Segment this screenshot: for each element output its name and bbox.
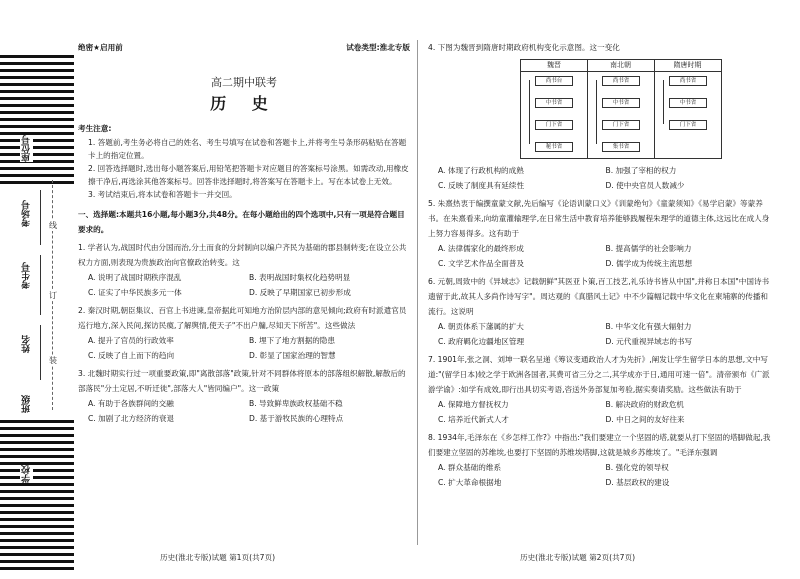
section-heading: 一、选择题:本题共16小题,每小题3分,共48分。在每小题给出的四个选项中,只有一项是符合题目要求的。	[78, 210, 405, 234]
cut-mark: 线	[49, 221, 57, 230]
exam-title: 高二期中联考	[211, 76, 277, 89]
diagram-bracket	[663, 80, 664, 124]
diagram-bracket	[596, 80, 597, 144]
options	[428, 397, 773, 427]
option-c[interactable]: C. 文学艺术作品全面普及	[438, 259, 525, 268]
options	[428, 241, 773, 271]
class-label: 班级	[22, 395, 32, 413]
option-c[interactable]: C. 扩大革命根据地	[438, 478, 502, 487]
option-b[interactable]: B. 导致鲜卑族政权基础不稳	[249, 399, 343, 408]
notice-item: 1. 答题前,考生务必将自己的姓名、考生号填写在试卷和答题卡上,并将考生号条形码粘贴在答题卡上的指定位置。	[88, 138, 407, 160]
option-d[interactable]: D. 使中央官员人数减少	[605, 181, 685, 190]
diagram-box: 中书省	[535, 98, 573, 108]
diagram-separator	[654, 60, 655, 158]
diagram-box: 中书省	[669, 98, 707, 108]
option-c[interactable]: C. 加剧了北方经济的衰退	[88, 414, 175, 423]
confidential-mark: 绝密★启用前	[78, 43, 123, 52]
right-column	[428, 40, 773, 490]
question-8	[428, 430, 773, 490]
fill-line[interactable]	[40, 325, 41, 380]
page-footer-right: 历史(淮北专版)试题 第2页(共7页)	[520, 553, 636, 562]
diagram-col-header: 隋唐时期	[654, 60, 721, 72]
question-stem: 1. 学者认为,战国时代由分国而治,分土而食的分封制向以编户齐民为基础的郡县制转变;在设立公共权力方面,则表现为贵族政治向官僚政治转变。这	[78, 243, 407, 267]
options	[428, 319, 773, 349]
option-d[interactable]: D. 儒学成为传统主流思想	[605, 259, 693, 268]
option-d[interactable]: D. 中日之间的友好往来	[605, 415, 685, 424]
option-a[interactable]: A. 体现了行政机构的成熟	[438, 166, 524, 175]
option-a[interactable]: A. 保障地方督抚权力	[438, 400, 509, 409]
question-3	[78, 366, 410, 426]
notice-item: 3. 考试结束后,将本试卷和答题卡一并交回。	[88, 190, 237, 199]
diagram-bracket	[529, 80, 530, 144]
question-5	[428, 196, 773, 271]
cut-mark: 装	[49, 356, 57, 365]
option-a[interactable]: A. 提升了官员的行政效率	[88, 336, 174, 345]
subject-title: 历 史	[210, 94, 278, 113]
option-c[interactable]: C. 反映了自上而下的趋向	[88, 351, 175, 360]
column-divider	[417, 40, 418, 545]
question-stem: 4. 下图为魏晋到隋唐时期政府机构变化示意图。这一变化	[428, 43, 620, 52]
diagram-box: 中书省	[602, 98, 640, 108]
notice-item: 2. 回答选择题时,选出每小题答案后,用铅笔把答题卡对应题目的答案标号涂黑。如需改动,用橡皮擦干净后,再选涂其他答案标号。回答非选择题时,将答案写在答题卡上。写在本试卷上无效。	[88, 164, 409, 186]
school-label: 学校	[22, 465, 32, 483]
paper-type: 试卷类型:淮北专版	[346, 43, 410, 52]
question-4	[428, 40, 773, 193]
diagram-box: 集书省	[602, 142, 640, 152]
option-c[interactable]: C. 证实了中华民族多元一体	[88, 288, 182, 297]
options	[78, 396, 410, 426]
options	[428, 163, 773, 193]
name-label: 姓名	[22, 335, 32, 353]
option-a[interactable]: A. 说明了战国时期秩序混乱	[88, 273, 182, 282]
cut-mark: 订	[49, 291, 57, 300]
barcode-strip-bottom	[0, 420, 74, 570]
question-2	[78, 303, 410, 363]
option-d[interactable]: D. 基层政权的建设	[605, 478, 670, 487]
question-1	[78, 240, 410, 300]
binding-margin	[0, 0, 75, 579]
diagram-box: 门下省	[669, 120, 707, 130]
page-footer-left: 历史(淮北专版)试题 第1页(共7页)	[160, 553, 276, 562]
question-stem: 8. 1934年,毛泽东在《乡怎样工作?》中指出:"我们要建立一个坚固的塔,就要从打下坚固的塔脚做起,我们要建立坚固的苏维埃,也要打下坚固的苏维埃塔脚,这就是城乡苏维埃了。"毛泽东强调	[428, 433, 771, 457]
exam-room-label: 考场号	[22, 200, 32, 227]
diagram-col-header: 魏晋	[521, 60, 587, 72]
option-d[interactable]: D. 反映了早期国家已初步形成	[249, 288, 351, 297]
options	[78, 270, 410, 300]
diagram-box: 秘书省	[535, 142, 573, 152]
option-d[interactable]: D. 元代重视异域志的书写	[605, 337, 693, 346]
diagram-box: 门下省	[602, 120, 640, 130]
options	[78, 333, 410, 363]
option-a[interactable]: A. 朝贡体系下藩属的扩大	[438, 322, 524, 331]
left-column	[78, 40, 410, 426]
option-b[interactable]: B. 解决政府的财政危机	[605, 400, 684, 409]
diagram-col-header: 南北朝	[587, 60, 654, 72]
option-c[interactable]: C. 反映了制度具有延续性	[438, 181, 525, 190]
option-b[interactable]: B. 中华文化有强大辐射力	[605, 322, 692, 331]
question-stem: 2. 秦汉时期,朝臣集议、百官上书进谏,皇帝据此可知地方治阶层内部的意见倾向;政府有时派遣官员巡行地方,深入民间,探访民瘼,了解舆情,使天子"不出户牖,尽知天下所苦"。这些做法	[78, 306, 407, 330]
question-stem: 5. 朱熹热衷于编撰童蒙文献,先后编写《论语训蒙口义》《训蒙绝句》《童蒙须知》《易学启蒙》等蒙养书。在朱熹看来,向幼童灌输理学,在日常生活中教育培养能够践履程朱理学的道德主体,这远比在成人身上努力容易得多。这有助于	[428, 199, 770, 238]
fill-line[interactable]	[40, 255, 41, 315]
option-c[interactable]: C. 培养近代新式人才	[438, 415, 509, 424]
option-a[interactable]: A. 群众基础的维系	[438, 463, 502, 472]
option-c[interactable]: C. 政府羁化边疆地区管理	[438, 337, 525, 346]
seat-number-label: 座位号	[22, 135, 32, 162]
diagram-box: 尚书省	[669, 76, 707, 86]
option-b[interactable]: B. 加强了宰相的权力	[605, 166, 677, 175]
question-7	[428, 352, 773, 427]
option-a[interactable]: A. 有助于各族群间的交融	[88, 399, 174, 408]
question-stem: 7. 1901年,张之洞、刘坤一联名呈递《筹议变通政治人才为先折》,阐发让学生留学日本的思想,文中写道:"(留学日本)较之学于欧洲各国者,其费可省三分之二,其学成亦于日,通用可速一倍"。清帝颁布《广派游学谕》:如学有成效,即行出具切实考语,咨送外务部复加考验,据实奏请奖励。这些做法有助于	[428, 355, 770, 394]
question-stem: 6. 元朝,周致中的《异域志》记载朝鲜"其医亚卜策,百工技艺,礼乐诗书皆从中国",并称日本国"中国诗书遗留于此,故其人多尚作诗写字"。周达观的《真腊风土记》中不少篇幅记载中华文化在柬埔寨的传播和流行。这说明	[428, 277, 770, 316]
option-b[interactable]: B. 埋下了地方割据的隐患	[249, 336, 335, 345]
diagram-separator	[587, 60, 588, 158]
government-structure-diagram	[520, 59, 722, 159]
options	[428, 460, 773, 490]
notice-title: 考生注意:	[78, 124, 112, 133]
candidate-number-label: 考生号	[22, 262, 32, 289]
question-stem: 3. 北魏时期实行过一项重要政策,即"离散部落"政策,针对不同群体将原本的部落组织解散,解散后的部落民"分土定居,不听迁徙",部落大人"皆同编户"。这一政策	[78, 369, 406, 393]
page-header	[78, 40, 410, 55]
option-d[interactable]: D. 基于游牧民族的心理特点	[249, 414, 344, 423]
diagram-box: 尚书台	[535, 76, 573, 86]
option-b[interactable]: B. 提高儒学的社会影响力	[605, 244, 692, 253]
fill-line[interactable]	[40, 190, 41, 245]
option-d[interactable]: D. 彰显了国家治理的智慧	[249, 351, 336, 360]
option-a[interactable]: A. 法律儒家化的最终形成	[438, 244, 524, 253]
barcode-strip-top	[0, 55, 74, 185]
diagram-box: 尚书省	[602, 76, 640, 86]
diagram-box: 门下省	[535, 120, 573, 130]
option-b[interactable]: B. 表明战国时集权化趋势明显	[249, 273, 351, 282]
question-6	[428, 274, 773, 349]
option-b[interactable]: B. 强化党的领导权	[605, 463, 669, 472]
